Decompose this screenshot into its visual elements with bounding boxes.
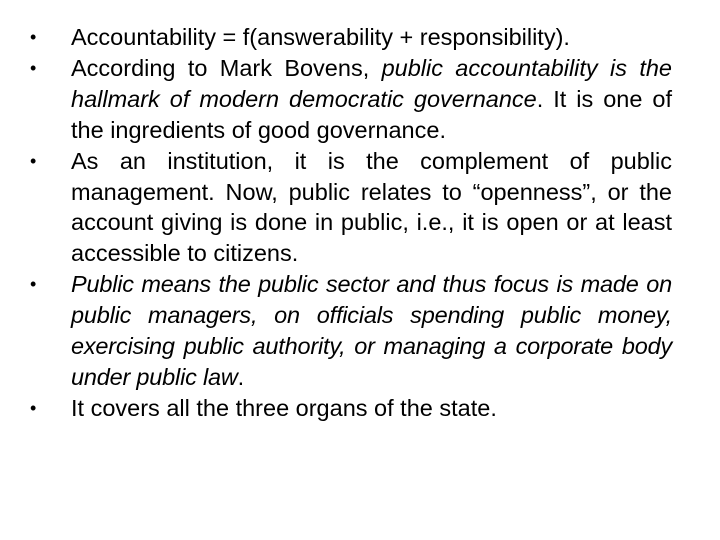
bullet-dot-icon: • bbox=[30, 397, 37, 418]
bullet-item-4 bbox=[30, 269, 672, 393]
bullet-item-5 bbox=[30, 393, 672, 424]
bullet-text-prefix: According to Mark Bovens, bbox=[71, 54, 382, 81]
bullet-list bbox=[30, 22, 672, 424]
bullet-item-1 bbox=[30, 22, 672, 53]
bullet-text: As an institution, it is the complement of public management. Now, public relates to “openness”, or the account giving is done in public, i.e., it is open or at least accessible to citizens. bbox=[71, 147, 672, 267]
bullet-item-3 bbox=[30, 146, 672, 270]
bullet-text-italic: public accountability is the hallmark of modern democratic governance bbox=[71, 54, 672, 112]
bullet-dot-icon: • bbox=[30, 150, 37, 171]
bullet-dot-icon: • bbox=[30, 57, 37, 78]
bullet-text-italic: Public means the public sector and thus focus is made on public managers, on officials spending public money, exercising public authority, or managing a corporate body under public law bbox=[71, 271, 672, 390]
bullet-dot-icon: • bbox=[30, 27, 37, 47]
bullet-item-2 bbox=[30, 53, 672, 146]
bullet-text-suffix: . It is one of the ingredients of good governance. bbox=[71, 85, 672, 143]
bullet-text-suffix: . bbox=[237, 363, 244, 390]
bullet-text: It covers all the three organs of the state. bbox=[71, 394, 497, 421]
bullet-text: Accountability = f(answerability + responsibility). bbox=[71, 24, 570, 50]
bullet-dot-icon: • bbox=[30, 274, 37, 295]
